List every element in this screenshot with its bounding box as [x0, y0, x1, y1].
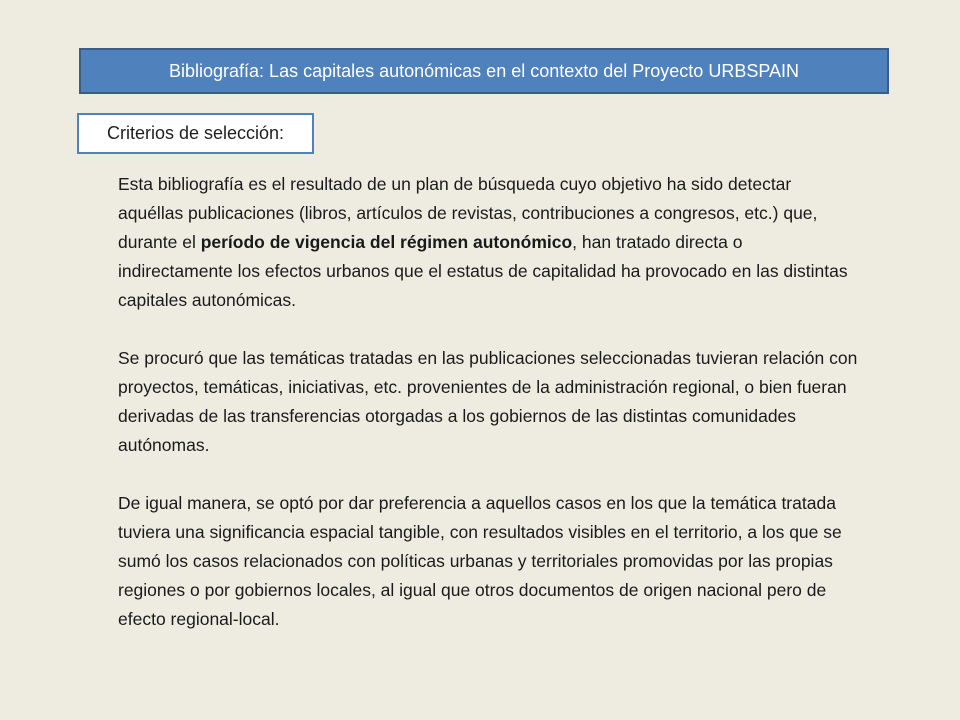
- paragraph-intro-emphasis: período de vigencia del régimen autonómico: [200, 232, 573, 252]
- body-text: [118, 170, 858, 634]
- paragraph-preference: De igual manera, se optó por dar preferencia a aquellos casos en los que la temática tratada tuviera una significancia espacial tangible, con resultados visibles en el territorio, a los que se sumó los casos relacionados con políticas urbanas y territoriales promovidas por las propias regiones o por gobiernos locales, al igual que otros documentos de origen nacional pero de efecto regional-local.: [118, 493, 842, 629]
- paragraph-criteria-intro: [118, 170, 858, 315]
- paragraph-intro-start: Esta bibliografía es el resultado de un plan de búsqueda cuyo objetivo ha sido detectar aquéllas publicaciones (libros, artículos de revistas, contribuciones a congresos, etc.) que, durante el: [118, 174, 818, 252]
- paragraph-intro-end: , han tratado directa o indirectamente los efectos urbanos que el estatus de capitalidad ha provocado en las distintas capitales autonómicas.: [118, 232, 848, 310]
- slide-title: Bibliografía: Las capitales autonómicas en el contexto del Proyecto URBSPAIN: [169, 60, 799, 81]
- section-label: Criterios de selección:: [106, 123, 285, 143]
- section-label-box: [77, 113, 314, 154]
- paragraph-thematics: Se procuró que las temáticas tratadas en las publicaciones seleccionadas tuvieran relación con proyectos, temáticas, iniciativas, etc. provenientes de la administración regional, o bien fueran derivadas de las transferencias otorgadas a los gobiernos de las distintas comunidades autónomas.: [118, 348, 858, 455]
- title-banner: [79, 48, 889, 94]
